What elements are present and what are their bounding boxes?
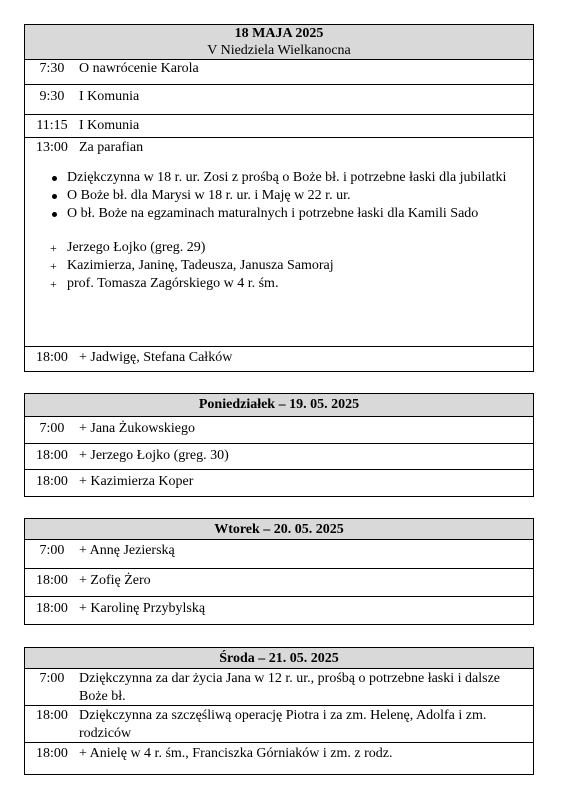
mass-row: [25, 540, 533, 568]
mass-row: [25, 568, 533, 596]
list-item: O bł. Boże na egzaminach maturalnych i potrzebne łaski dla Kamili Sado: [25, 205, 533, 223]
mass-time: 9:30: [39, 89, 65, 104]
list-item: O Boże bł. dla Marysi w 18 r. ur. i Maję w 22 r. ur.: [25, 187, 533, 205]
mass-intention: + Anielę w 4 r. śm., Franciszka Górniaków i zm. z rodz.: [79, 746, 393, 761]
mass-row: [25, 417, 533, 443]
tuesday-table: [24, 518, 534, 625]
mass-row: [25, 84, 533, 114]
mass-time: 18:00: [36, 474, 68, 489]
monday-header: Poniedziałek – 19. 05. 2025: [25, 394, 533, 417]
mass-intention: + Karolinę Przybylską: [79, 601, 206, 616]
mass-time: 18:00: [36, 573, 68, 588]
sunday-header: [25, 25, 533, 60]
mass-intention: Dziękczynna za dar życia Jana w 12 r. ur., prośbą o potrzebne łaski i dalsze Boże bł.: [79, 671, 500, 704]
mass-row: [25, 114, 533, 137]
mass-intention: + Zofię Żero: [79, 573, 151, 588]
mass-time: 7:00: [39, 543, 65, 558]
mass-intention: + Jadwigę, Stefana Całków: [79, 350, 233, 365]
list-item: Dziękczynna w 18 r. ur. Zosi z prośbą o Boże bł. i potrzebne łaski dla jubilatki: [25, 169, 533, 187]
mass-time: 18:00: [36, 448, 68, 463]
sunday-table: [24, 24, 534, 372]
wednesday-header: Środa – 21. 05. 2025: [25, 648, 533, 669]
mass-intention: I Komunia: [79, 118, 140, 133]
mass-time: 7:00: [39, 421, 65, 436]
mass-time: 7:30: [39, 61, 65, 76]
intention-list: [25, 169, 533, 223]
mass-time: 13:00: [36, 140, 68, 155]
mass-row: [25, 443, 533, 469]
sunday-date: 18 MAJA 2025: [234, 26, 324, 41]
mass-time: 18:00: [36, 746, 68, 761]
mass-row: [25, 60, 533, 84]
memorial-list: [25, 239, 533, 293]
mass-row: [25, 469, 533, 496]
list-item: + Jerzego Łojko (greg. 29): [25, 239, 533, 257]
mass-time: 7:00: [39, 671, 65, 686]
tuesday-header: Wtorek – 20. 05. 2025: [25, 519, 533, 540]
mass-intention: + Annę Jezierską: [79, 543, 175, 558]
mass-intention: Za parafian: [79, 140, 144, 155]
mass-intention: + Kazimierza Koper: [79, 474, 194, 489]
monday-table: [24, 393, 534, 497]
mass-time: 18:00: [36, 350, 68, 365]
mass-time: 18:00: [36, 601, 68, 616]
mass-row: [25, 742, 533, 774]
mass-intention: + Jerzego Łojko (greg. 30): [79, 448, 229, 463]
mass-time: 11:15: [36, 118, 68, 133]
mass-intention: Dziękczynna za szczęśliwą operację Piotra i za zm. Helenę, Adolfa i zm. rodziców: [79, 708, 487, 741]
mass-intention: O nawrócenie Karola: [79, 61, 199, 76]
mass-intention: + Jana Żukowskiego: [79, 421, 195, 436]
list-item: + Kazimierza, Janinę, Tadeusza, Janusza Samoraj: [25, 257, 533, 275]
mass-row: [25, 669, 533, 705]
list-item: + prof. Tomasza Zagórskiego w 4 r. śm.: [25, 275, 533, 293]
mass-intention: I Komunia: [79, 89, 140, 104]
mass-row: [25, 596, 533, 624]
mass-row: [25, 346, 533, 371]
mass-row: [25, 705, 533, 742]
wednesday-table: [24, 647, 534, 775]
mass-row-parish: [25, 137, 533, 346]
sunday-name: V Niedziela Wielkanocna: [207, 43, 351, 58]
mass-time: 18:00: [36, 708, 68, 723]
